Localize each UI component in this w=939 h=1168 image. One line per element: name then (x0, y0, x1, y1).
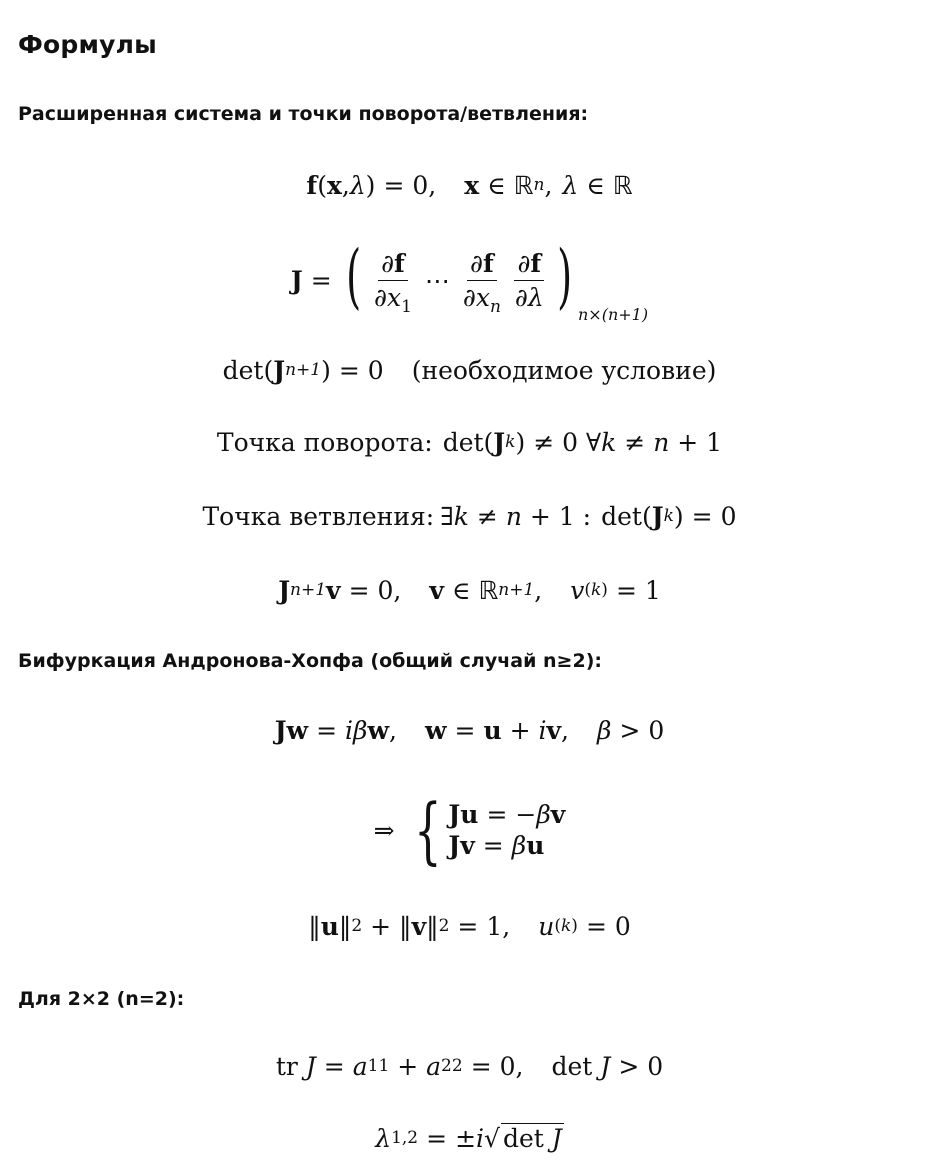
formula-null-vector: J n+1 v = 0, v ∈ ℝ n+1 , v (k) = 1 (278, 575, 661, 605)
section-heading-extended-system: Расширенная система и точки поворота/ветвления: (18, 103, 589, 125)
formula-turning-point: Точка поворота: det( J k ) ≠ 0 ∀ k ≠ n + 1 (216, 427, 723, 457)
section-heading-2x2: Для 2×2 (n=2): (18, 988, 185, 1010)
formula-hopf-eigen: Jw = iβ w , w = u + i v , β > 0 (274, 715, 665, 745)
formula-hopf-system: ⇒ { Ju = −βv Jv = βu (373, 788, 566, 872)
formula-necessary-condition: det( J n+1 ) = 0 (необходимое условие) (222, 355, 717, 385)
turning-point-label: Точка поворота: (216, 427, 433, 457)
formula-eigenvalues: λ 1,2 = ± i √ det J (375, 1123, 562, 1153)
section-heading-hopf: Бифуркация Андронова-Хопфа (общий случай n≥2): (18, 650, 602, 672)
formula-trace-condition: tr J = a 11 + a 22 = 0, det J > 0 (275, 1051, 664, 1081)
branching-point-label: Точка ветвления: (202, 501, 435, 531)
formula-hopf-normalization: ‖ u ‖ 2 + ‖ v ‖ 2 = 1, u (k) = 0 (308, 911, 631, 941)
page-title: Формулы (18, 30, 157, 59)
formula-jacobian-matrix: J = ( $\frac{\partial f}{\partial x_1}$ ⋯ $\frac{\partial f}{\partial x_n}$ $\frac{\partial f}{\partial\lambda}$ ) n×(n+1) (290, 235, 649, 324)
necessary-condition-text: (необходимое условие) (411, 355, 717, 385)
formula-branching-point: Точка ветвления: ∃ k ≠ n + 1 : det( J k ) = 0 (202, 501, 737, 531)
formula-system-equation: f ( x , λ ) = 0, x ∈ ℝ n , λ ∈ ℝ (306, 170, 633, 200)
